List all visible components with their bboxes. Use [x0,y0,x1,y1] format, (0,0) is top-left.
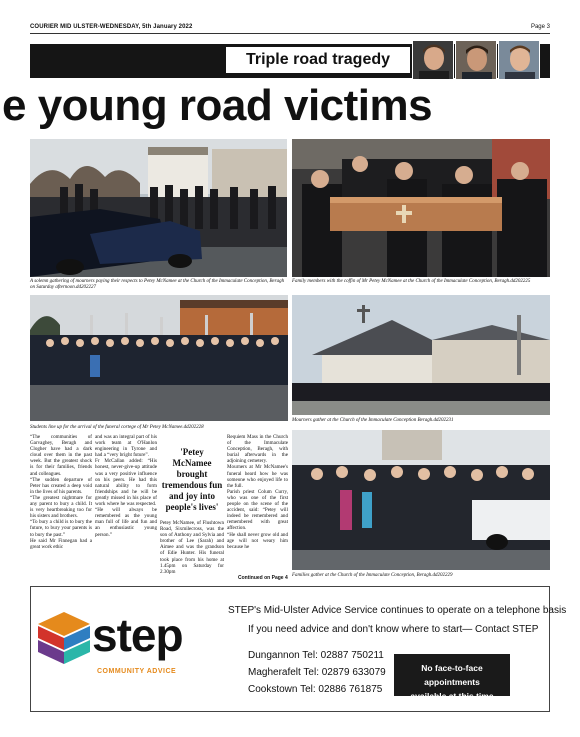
photo-students-line [30,295,288,421]
headline: e young road victims [2,81,433,130]
caption-photo-1: A solemn gathering of mourners paying their respects to Petey McNamee at the Church of the Immaculate Conception, Beragh on Saturday afternoon.dd202227 [30,279,285,290]
photo-church-gathering [30,139,287,277]
paragraph: and was an integral part of his work team at O'Hanlon engineering in Tyrone and had a “very bright future”. [95,434,157,459]
advert-headline: STEP's Mid-Ulster Advice Service continues to operate on a telephone basis [228,605,567,616]
victim-portrait-3 [498,40,540,80]
paragraph: “To bury a child is to bury the future, to bury your parents is to bury the past.” [30,519,92,538]
caption-photo-5: Families gather at the Church of the Immaculate Conception, Beragh.dd202229 [292,573,453,578]
paragraph: “The sudden departure of Peter has created a deep void in the lives of his parents. [30,476,92,495]
step-logo-icon [38,612,90,673]
photo-church-exterior [292,295,550,415]
caption-photo-2: Family members with the coffin of Mr Petey McNamee at the Church of the Immaculate Conception, Beragh.dd202225 [292,279,531,284]
continued-note: Continued on Page 4 [238,575,288,581]
phone-dungannon: Dungannon Tel: 02887 750211 [248,650,384,661]
photo-coffin-bearers [292,139,550,277]
paragraph: He said Mr Finnegan had a great work ethic [30,537,92,550]
paragraph: Requiem Mass in the Church of the Immaculate Conception, Beragh, with burial afterwards in the adjoining cemetery. [227,434,288,465]
advert-subline: If you need advice and don't know where to start— Contact STEP [248,624,539,635]
phone-cookstown: Cookstown Tel: 02886 761875 [248,684,383,695]
paragraph: Fr McCallan added: “His honest, never-give-up attitude was a very positive influence on his peers. He had this natural ability to form friendships and he will be greatly missed in his place of work where he was respected. [95,458,157,508]
paragraph: “The communities of Garvaghey, Beragh and Clogher have had a dark cloud over them in the past week. But the greatest shock is for their families, friends and colleagues. [30,434,92,477]
caption-photo-3: Students line up for the arrival of the funeral cortege of Mr Petey McNamee.dd202228 [30,425,204,430]
article-column-1 [30,434,92,550]
appointments-line-1: No face-to-face appointments [421,663,483,687]
page-number: Page 3 [530,24,550,30]
article-column-3: Petey McNamee, of Flushtown Road, Sixmilecross, was the son of Anthony and Sylvia and brother of Lee (Sarah) and Aimee and was the grandson of Edie Hunter. His funeral took place from his home at 1.45pm on Saturday for 2.30pm [160,520,224,575]
appointments-line-2: available at this time [410,691,494,701]
top-rule [30,33,550,34]
article-column-4 [227,434,288,550]
paragraph: Mourners at Mr McNamee's funeral heard how he was someone who enjoyed life to the full. [227,464,288,489]
paragraph: “The greatest nightmare for any parent to bury a child. It is very heartbreaking too for his sisters and brothers. [30,494,92,520]
photo-families-gather [292,430,550,570]
step-brand-sub: COMMUNITY ADVICE [97,668,177,675]
caption-photo-4: Mourners gather at the Church of the Immaculate Conception Beragh.dd202231 [292,418,454,423]
section-title: Triple road tragedy [226,47,410,73]
victim-portrait-2 [455,40,497,80]
paragraph: “He will always be remembered as the young man full of life and fun and an enthusiastic young person.” [95,507,157,538]
masthead-date: COURIER MID ULSTER-WEDNESDAY, 5th January 2022 [30,24,193,30]
step-brand: step [92,609,183,661]
pull-quote: 'Petey McNamee brought tremendous fun and joy into people's lives' [161,447,223,512]
victim-portrait-1 [412,40,454,80]
paragraph: Parish priest Colum Curry, who was one of the first people on the scene of the accident, said: “Petey will indeed be remembered and remembered with great affection. [227,488,288,532]
phone-magherafelt: Magherafelt Tel: 02879 633079 [248,667,386,678]
appointments-notice [394,654,510,701]
paragraph: “He shall never grow old and age will not weary him because he [227,531,288,550]
article-column-2 [95,434,157,538]
